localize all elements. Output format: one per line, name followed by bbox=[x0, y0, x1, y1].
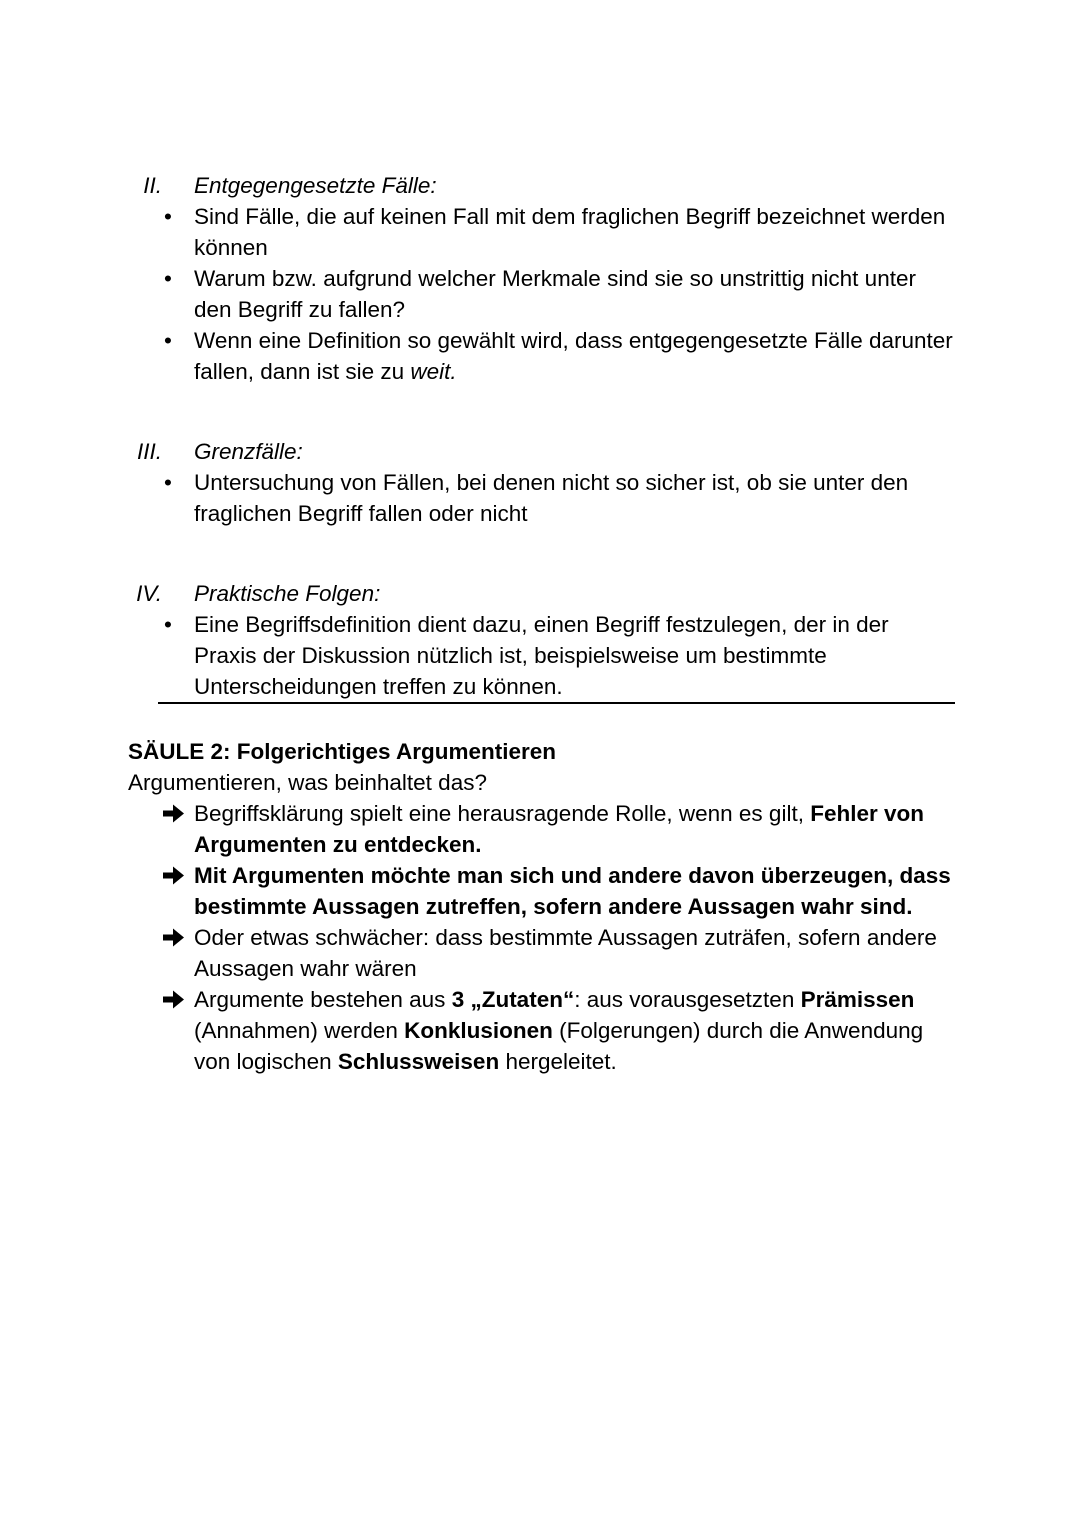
section-intro: Argumentieren, was beinhaltet das? bbox=[128, 770, 487, 795]
list-item bbox=[0, 201, 1080, 263]
text-run: hergeleitet. bbox=[499, 1049, 617, 1074]
text-run: Argumente bestehen aus bbox=[194, 987, 452, 1012]
bullet-icon: • bbox=[164, 204, 172, 229]
right-arrow-icon bbox=[160, 922, 188, 953]
list-item-text bbox=[194, 325, 954, 387]
list-item-text-bold: Mit Argumenten möchte man sich und andere davon überzeugen, dass bestimmte Aussagen zutreffen, sofern andere Aussagen wahr sind. bbox=[194, 863, 951, 919]
list-item-text-bold: Fehler von Argumenten zu entdecken. bbox=[194, 801, 924, 857]
section-divider bbox=[158, 702, 955, 704]
text-run: : aus vorausgesetzten bbox=[574, 987, 801, 1012]
arrow-list bbox=[0, 798, 1080, 1077]
list-item bbox=[0, 860, 1080, 922]
section-heading: Grenzfälle: bbox=[194, 439, 303, 464]
bullet-icon: • bbox=[164, 470, 172, 495]
list-item-text: Oder etwas schwächer: dass bestimmte Aussagen zuträfen, sofern andere Aussagen wahr wären bbox=[194, 925, 937, 981]
list-item-text-emphasis: weit. bbox=[410, 359, 457, 384]
list-item-text: Eine Begriffsdefinition dient dazu, einen Begriff festzulegen, der in der Praxis der Diskussion nützlich ist, beispielsweise um bestimmte Unterscheidungen treffen zu können. bbox=[194, 612, 889, 699]
list-item bbox=[0, 325, 1080, 387]
list-item-text bbox=[194, 798, 954, 860]
section-numeral: IV. bbox=[136, 581, 162, 606]
list-item bbox=[0, 467, 1080, 529]
bullet-list bbox=[0, 201, 1080, 387]
bullet-list bbox=[0, 467, 1080, 529]
list-item-text-main: Begriffsklärung spielt eine herausragende Rolle, wenn es gilt, bbox=[194, 801, 811, 826]
list-item-text-main: Wenn eine Definition so gewählt wird, dass entgegengesetzte Fälle darunter fallen, dann ist sie zu bbox=[194, 328, 953, 384]
text-run: (Folgerungen) durch die Anwendung von logischen bbox=[194, 1018, 924, 1074]
list-item-text: Warum bzw. aufgrund welcher Merkmale sind sie so unstrittig nicht unter den Begriff zu fallen? bbox=[194, 266, 916, 322]
list-item bbox=[0, 263, 1080, 325]
list-item bbox=[0, 984, 1080, 1077]
section-numeral: III. bbox=[136, 439, 162, 464]
right-arrow-icon bbox=[160, 860, 188, 891]
text-run-bold: Prämissen bbox=[800, 987, 915, 1012]
section-numeral: II. bbox=[143, 173, 162, 198]
text-run: (Annahmen) werden bbox=[194, 1018, 405, 1043]
list-item-text bbox=[194, 984, 954, 1077]
list-item bbox=[0, 798, 1080, 860]
section-heading: Entgegengesetzte Fälle: bbox=[194, 173, 437, 198]
list-item-text: Sind Fälle, die auf keinen Fall mit dem fraglichen Begriff bezeichnet werden können bbox=[194, 204, 946, 260]
bullet-list bbox=[0, 609, 1080, 702]
bullet-icon: • bbox=[164, 266, 172, 291]
text-run-bold: Konklusionen bbox=[404, 1018, 553, 1043]
list-item bbox=[0, 922, 1080, 984]
section-title: SÄULE 2: Folgerichtiges Argumentieren bbox=[128, 739, 556, 764]
list-item-text bbox=[194, 860, 954, 922]
text-run-bold: 3 „Zutaten“ bbox=[451, 987, 575, 1012]
right-arrow-icon bbox=[160, 798, 188, 829]
list-item bbox=[0, 609, 1080, 702]
bullet-icon: • bbox=[164, 612, 172, 637]
bullet-icon: • bbox=[164, 328, 172, 353]
text-run-bold: Schlussweisen bbox=[337, 1049, 500, 1074]
right-arrow-icon bbox=[160, 984, 188, 1015]
list-item-text: Untersuchung von Fällen, bei denen nicht so sicher ist, ob sie unter den fraglichen Begriff fallen oder nicht bbox=[194, 470, 909, 526]
section-heading: Praktische Folgen: bbox=[194, 581, 381, 606]
